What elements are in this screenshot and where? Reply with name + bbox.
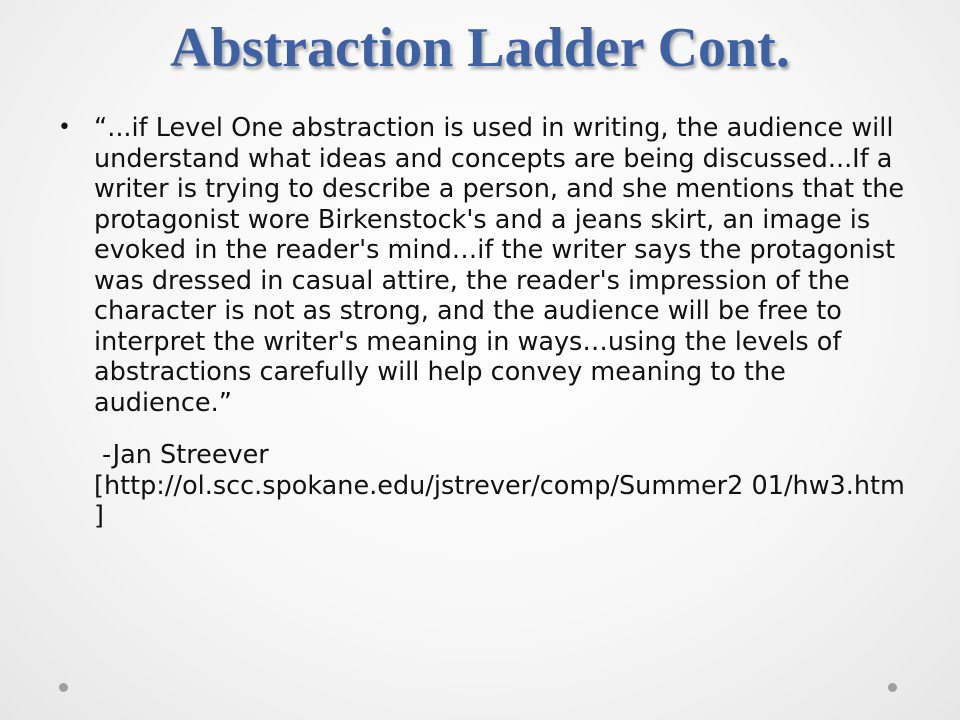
attribution-source: [http://ol.scc.spokane.edu/jstrever/comp/Summer2 01/hw3.htm ] — [94, 470, 905, 531]
attribution — [94, 440, 908, 532]
slide-title: Abstraction Ladder Cont. — [170, 17, 790, 79]
left-dot-icon — [59, 683, 68, 692]
bullet-icon: • — [58, 115, 71, 140]
slide-body — [58, 113, 908, 532]
bullet-item — [58, 113, 908, 418]
attribution-author: -Jan Streever — [102, 440, 269, 470]
quote-text: “...if Level One abstraction is used in writing, the audience will understand what ideas and concepts are being discussed...If a writer is trying to describe a person, and she mentions that the protagonist wore Birkenstock's and a jeans skirt, an image is evoked in the reader's mind…if the writer says the protagonist was dressed in casual attire, the reader's impression of the character is not as strong, and the audience will be free to interpret the writer's meaning in ways…using the levels of abstractions carefully will help convey meaning to the audience.” — [94, 113, 905, 418]
right-dot-icon — [888, 683, 897, 692]
